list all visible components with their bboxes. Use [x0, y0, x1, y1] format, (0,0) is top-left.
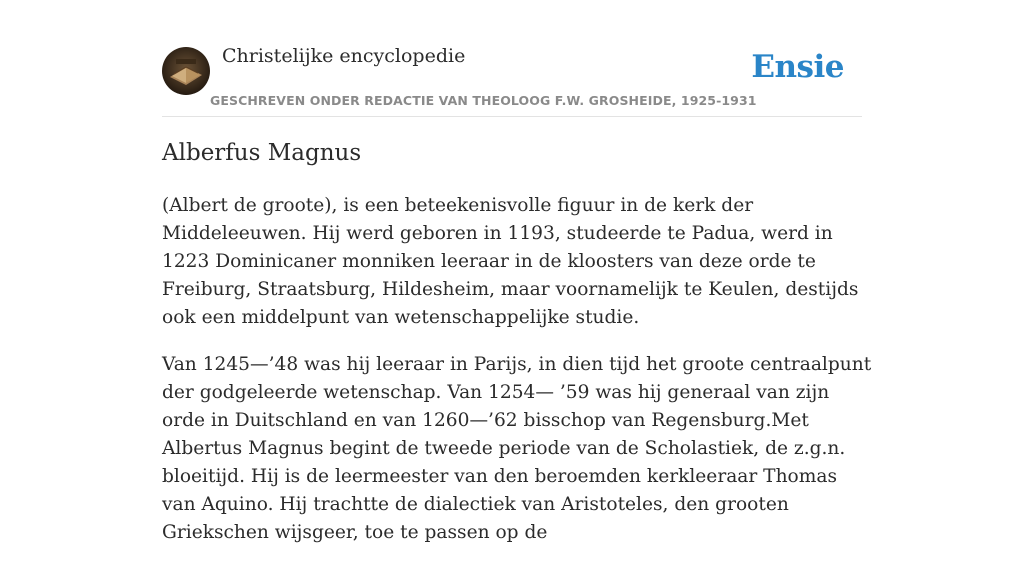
source-header	[162, 44, 862, 117]
ensie-logo-link[interactable]: Ensie	[751, 49, 844, 85]
article-paragraph: Van 1245—’48 was hij leeraar in Parijs, in dien tijd het groote centraalpunt der godgeleerde wetenschap. Van 1254— ’59 was hij generaal van zijn orde in Duitschland en van 1260—’62 bisschop van Regensburg.Met Albertus Magnus begint de tweede periode van de Scholastiek, de z.g.n. bloeitijd. Hij is de leermeester van den beroemden kerkleeraar Thomas van Aquino. Hij trachtte de dialectiek van Aristoteles, den grooten Griekschen wijsgeer, toe te passen op de	[162, 354, 872, 543]
book-thumbnail-icon[interactable]	[162, 47, 210, 95]
source-title[interactable]: Christelijke encyclopedie	[222, 45, 466, 67]
article-body	[162, 192, 874, 566]
article-paragraph: (Albert de groote), is een beteekenisvolle figuur in de kerk der Middeleeuwen. Hij werd geboren in 1193, studeerde te Padua, werd in 1223 Dominicaner monniken leeraar in de kloosters van deze orde te Freiburg, Straatsburg, Hildesheim, maar voornamelijk te Keulen, destijds ook een middelpunt van wetenschappelijke studie.	[162, 195, 859, 328]
article-title: Alberfus Magnus	[162, 140, 362, 166]
source-subtitle: GESCHREVEN ONDER REDACTIE VAN THEOLOOG F.W. GROSHEIDE, 1925-1931	[210, 93, 757, 108]
